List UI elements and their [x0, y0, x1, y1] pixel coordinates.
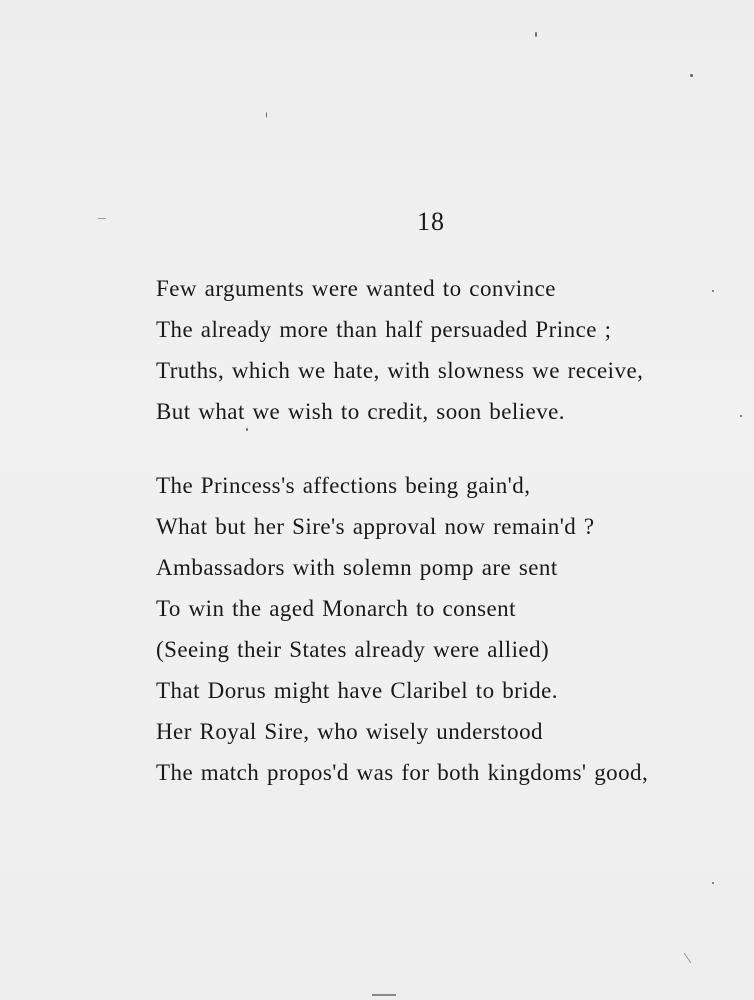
- poem-line: The Princess's affections being gain'd,: [156, 473, 531, 498]
- poem-line: That Dorus might have Claribel to bride.: [156, 678, 558, 703]
- scan-speck: [712, 882, 714, 884]
- poem-line: Ambassadors with solemn pomp are sent: [156, 555, 558, 580]
- scan-scratch: [684, 953, 692, 963]
- scan-speck: [740, 415, 742, 417]
- poem-line: (Seeing their States already were allied): [156, 637, 550, 662]
- poem-line: The match propos'd was for both kingdoms' good,: [156, 760, 649, 785]
- scan-speck: [712, 290, 714, 292]
- poem-line: The already more than half persuaded Prince ;: [156, 317, 612, 342]
- poem-line: Truths, which we hate, with slowness we receive,: [156, 358, 644, 383]
- page-number: 18: [417, 207, 445, 236]
- stanza-1: [156, 268, 643, 432]
- scan-scratch: [98, 218, 106, 219]
- poem-line: Few arguments were wanted to convince: [156, 276, 556, 301]
- poem-line: But what we wish to credit, soon believe.: [156, 399, 566, 424]
- scan-scratch: [372, 994, 396, 996]
- scan-speck: [246, 428, 248, 431]
- scan-speck: [535, 32, 537, 37]
- poem-line: Her Royal Sire, who wisely understood: [156, 719, 543, 744]
- poem-line: What but her Sire's approval now remain'd ?: [156, 514, 595, 539]
- stanza-2: [156, 465, 648, 793]
- scan-speck: [266, 112, 267, 118]
- scan-speck: [690, 74, 693, 77]
- poem-line: To win the aged Monarch to consent: [156, 596, 516, 621]
